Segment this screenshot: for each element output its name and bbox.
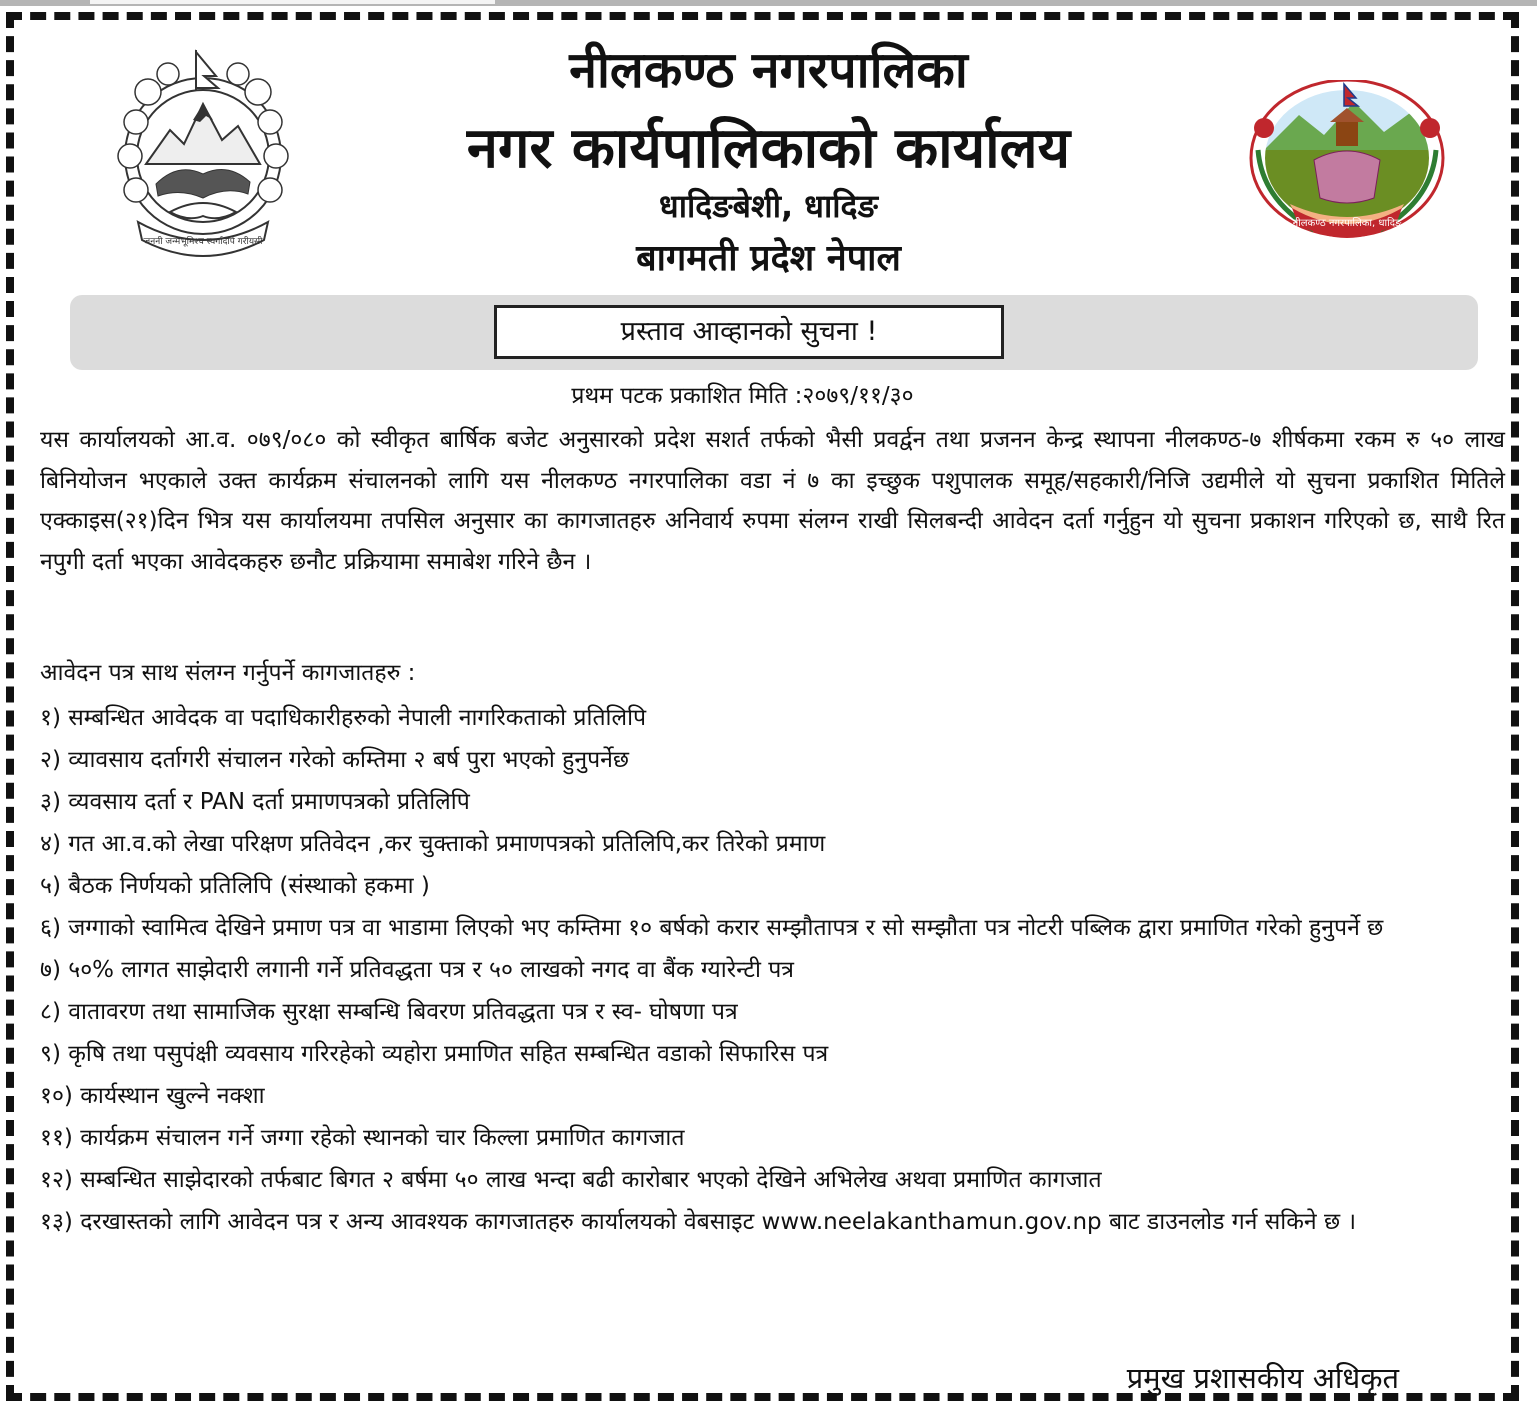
- requirement-item: ७) ५०% लागत साझेदारी लगानी गर्ने प्रतिवद्धता पत्र र ५० लाखको नगद वा बैंक ग्यारेन्टी पत्र: [40, 957, 794, 983]
- notice-body: यस कार्यालयको आ.व. ०७९/०८० को स्वीकृत बार्षिक बजेट अनुसारको प्रदेश सशर्त तर्फको भैसी प्रवर्द्वन तथा प्रजनन केन्द्र स्थापना नीलकण्ठ-७ शीर्षकमा रकम रु ५० लाख बिनियोजन भएकाले उक्त कार्यक्रम संचालनको लागि यस नीलकण्ठ नगरपालिका वडा नं ७ का इच्छुक पशुपालक समूह/सहकारी/निजि उद्यमीले यो सुचना प्रकाशित मितिले एक्काइस(२१)दिन भित्र यस कार्यालयमा तपसिल अनुसार का कागजातहरु अनिवार्य रुपमा संलग्न राखी सिलबन्दी आवेदन दर्ता गर्नुहुन यो सुचना प्रकाशन गरिएको छ, साथै रित नपुगी दर्ता भएका आवेदकहरु छनौट प्रक्रियामा समाबेश गरिने छैन ।: [40, 427, 1505, 575]
- municipality-name: नीलकण्ठ नगरपालिका: [569, 41, 968, 99]
- notice-title-banner: [70, 295, 1478, 370]
- requirement-item: ५) बैठक निर्णयको प्रतिलिपि (संस्थाको हकमा ): [40, 873, 430, 899]
- requirement-item: १३) दरखास्तको लागि आवेदन पत्र र अन्य आवश्यक कागजातहरु कार्यालयको वेबसाइट www.neelakanthamun.gov.np बाट डाउनलोड गर्न सकिने छ ।: [40, 1209, 1357, 1235]
- requirement-item: २) व्यावसाय दर्तागरी संचालन गरेको कम्तिमा २ बर्ष पुरा भएको हुनुपर्नेछ: [40, 747, 630, 773]
- requirements-list: [40, 697, 1505, 1243]
- emblem-motto: जननी जन्मभूमिश्च स्वर्गादपि गरीयसी: [143, 237, 263, 247]
- publication-date: प्रथम पटक प्रकाशित मिति :२०७९/११/३०: [571, 383, 914, 409]
- office-location: धादिङबेशी, धादिङ: [659, 187, 878, 225]
- notice-title: प्रस्ताव आव्हानको सुचना !: [494, 305, 1004, 359]
- logo-ribbon-text: नीलकण्ठ नगरपालिका, धादिङ: [1292, 218, 1402, 229]
- requirement-item: ४) गत आ.व.को लेखा परिक्षण प्रतिवेदन ,कर चुक्ताको प्रमाणपत्रको प्रतिलिपि,कर तिरेको प्रमाण: [40, 831, 826, 857]
- requirement-item: १०) कार्यस्थान खुल्ने नक्शा: [40, 1083, 265, 1109]
- requirement-item: १२) सम्बन्धित साझेदारको तर्फबाट बिगत २ बर्षमा ५० लाख भन्दा बढी कारोबार भएको देखिने अभिलेख अथवा प्रमाणित कागजात: [40, 1167, 1102, 1193]
- province-name: बागमती प्रदेश नेपाल: [636, 238, 901, 279]
- signatory-title: प्रमुख प्रशासकीय अधिकृत: [1126, 1361, 1399, 1395]
- top-strip-tab: [90, 0, 495, 4]
- nepal-emblem-icon: [108, 44, 298, 264]
- office-name: नगर कार्यपालिकाको कार्यालय: [466, 116, 1071, 181]
- requirement-item: ११) कार्यक्रम संचालन गर्ने जग्गा रहेको स्थानको चार किल्ला प्रमाणित कागजात: [40, 1125, 685, 1151]
- requirement-item: ८) वातावरण तथा सामाजिक सुरक्षा सम्बन्धि बिवरण प्रतिवद्धता पत्र र स्व- घोषणा पत्र: [40, 999, 738, 1025]
- municipality-logo-icon: [1244, 80, 1450, 242]
- requirement-item: १) सम्बन्धित आवेदक वा पदाधिकारीहरुको नेपाली नागरिकताको प्रतिलिपि: [40, 705, 647, 731]
- requirements-heading: आवेदन पत्र साथ संलग्न गर्नुपर्ने कागजातहरु :: [40, 660, 416, 686]
- requirement-item: ३) व्यवसाय दर्ता र PAN दर्ता प्रमाणपत्रको प्रतिलिपि: [40, 789, 470, 815]
- requirement-item: ६) जग्गाको स्वामित्व देखिने प्रमाण पत्र वा भाडामा लिएको भए कम्तिमा १० बर्षको करार सम्झौतापत्र र सो सम्झौता पत्र नोटरी पब्लिक द्वारा प्रमाणित गरेको हुनुपर्ने छ: [40, 915, 1384, 941]
- requirement-item: ९) कृषि तथा पसुपंक्षी व्यवसाय गरिरहेको व्यहोरा प्रमाणित सहित सम्बन्धित वडाको सिफारिस पत्र: [40, 1041, 829, 1067]
